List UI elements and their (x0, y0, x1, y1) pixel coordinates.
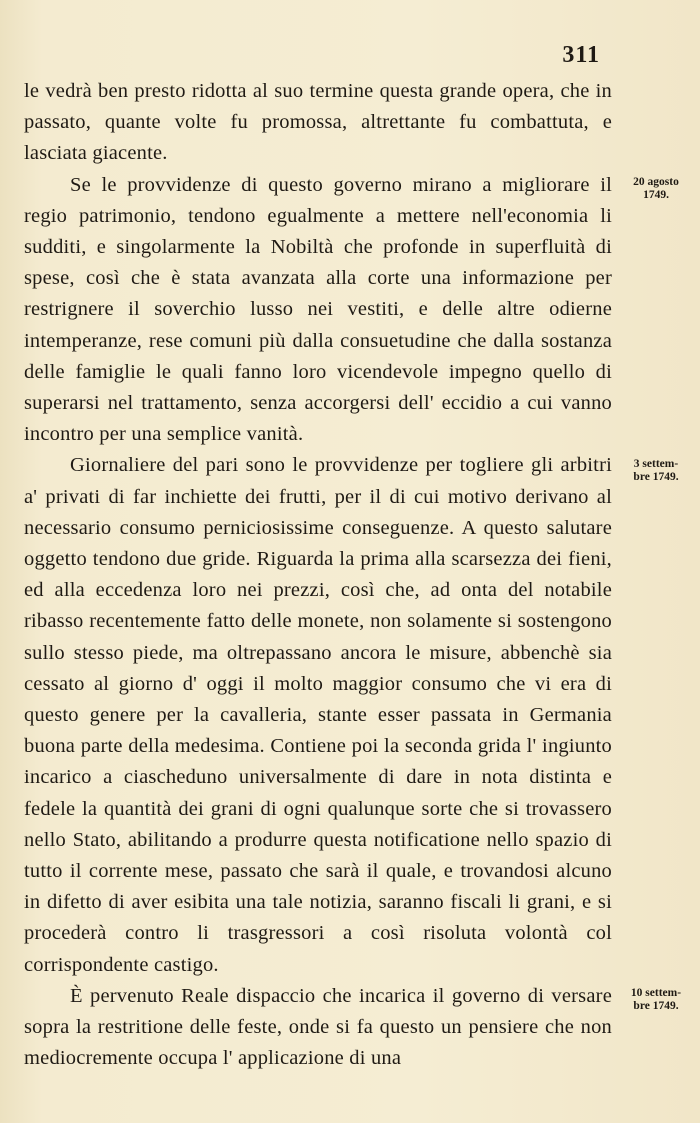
margin-note-date-3 (614, 987, 698, 1013)
paragraph-3: Giornaliere del pari sono le provvidenze per togliere gli arbitri a' privati di far inchiette dei frutti, per il di cui motivo derivano al necessario consumo perniciosissime conseguenze. A questo salutare oggetto tendono due gride. Riguarda la prima alla scarsezza dei fieni, ed alla eccedenza loro nei prezzi, così che, ad onta del notabile ribasso recentemente fatto delle monete, non solamente si sostengono sullo stesso piede, ma oltrepassano ancora le misure, abbenchè sia cessato al giorno d' oggi il molto maggior consumo che vi era di questo genere per la cavalleria, stante esser passata in Germania buona parte della medesima. Contiene poi la seconda grida l' ingiunto incarico a ciascheduno universalmente di dare in nota distinta e fedele la quantità dei grani di ogni qualunque sorte che si trovassero nello Stato, abilitando a produrre questa notificatione nello spazio di tutto il corrente mese, passato che sarà il quale, e trovandosi alcuno in difetto di aver esibita una tale notizia, saranno fiscali li grani, e si procederà contro li trasgressori a così risoluta volontà col corrispondente castigo. (24, 454, 612, 976)
margin-note-line: 3 settem- (633, 458, 679, 470)
margin-note-date-2 (614, 458, 698, 484)
margin-note-line: bre 1749. (633, 1000, 679, 1012)
paragraph-4: È pervenuto Reale dispaccio che incarica il governo di versare sopra la restritione delle feste, onde si fa questo un pensiere che non mediocremente occupa l' applicazione di una (24, 984, 612, 1070)
margin-note-line: 10 settem- (630, 987, 682, 999)
paragraph-1: le vedrà ben presto ridotta al suo termine questa grande opera, che in passato, quante volte fu promossa, altrettante fu combattuta, e lasciata giacente. (24, 80, 612, 165)
margin-note-line: bre 1749. (633, 471, 679, 483)
body-text (24, 76, 612, 1075)
margin-note-date-1 (614, 176, 698, 202)
paragraph-2: Se le provvidenze di questo governo mirano a migliorare il regio patrimonio, tendono egualmente a mettere nell'economia li sudditi, e singolarmente la Nobiltà che profonde in superfluità di spese, così che è stata avanzata alla corte una informazione per restrignere il soverchio lusso nei vestiti, e delle altre odierne intemperanze, rese comuni più dalla consuetudine che dalla sostanza delle famiglie le quali fanno loro vicendevole impegno quello di superarsi nel trattamento, senza accorgersi dell' eccidio a cui vanno incontro per una semplice vanità. (24, 173, 612, 446)
page-number: 311 (562, 42, 600, 68)
margin-note-line: 1749. (643, 189, 669, 201)
margin-note-line: 20 agosto (633, 176, 679, 188)
